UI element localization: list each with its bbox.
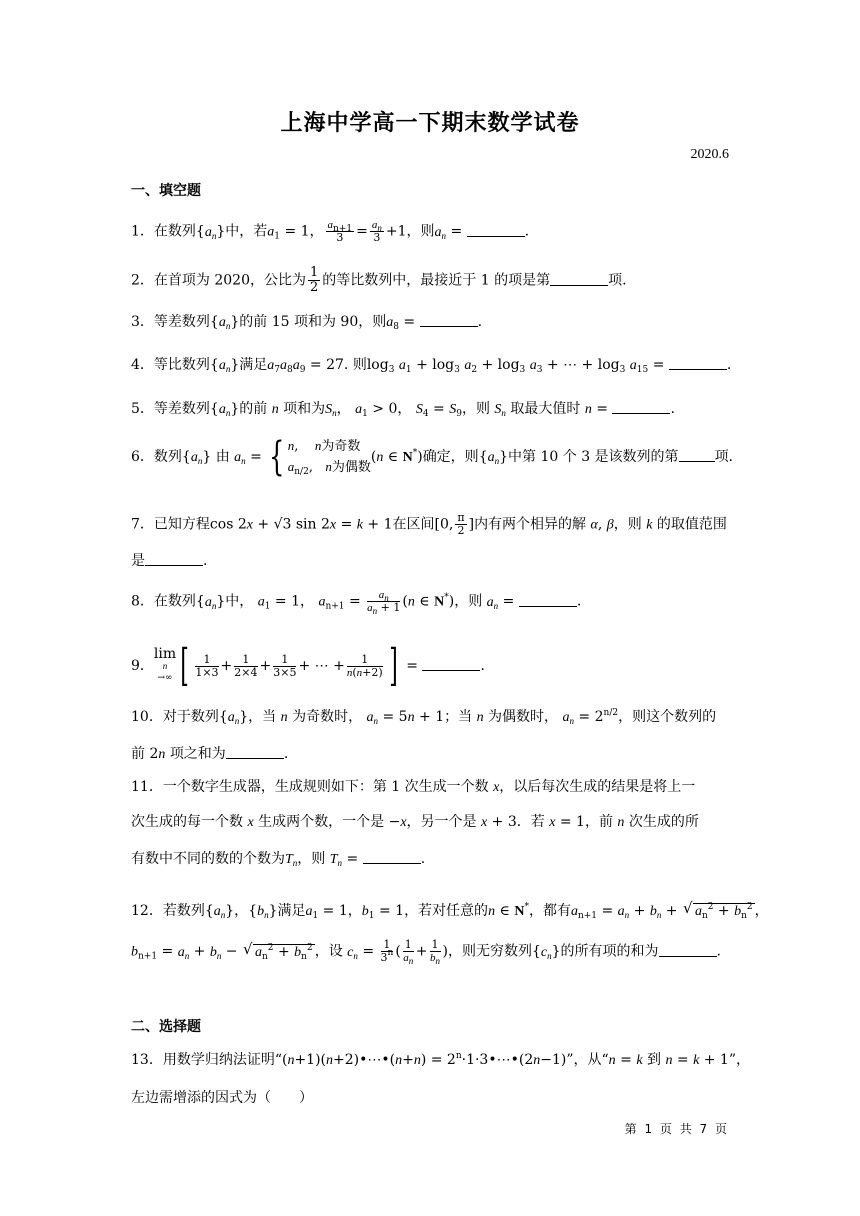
- page-footer: 第 1 页 共 7 页: [624, 1122, 729, 1136]
- question-8: 8．在数列$\{a_n\}$中， $a_1 = 1$， $a_{n+1}$ = $\frac{a_n}{a_n + 1}$ (n ∈ N*)，则 $a_n$ = .: [131, 589, 582, 616]
- question-9: 9． lim n →∞ [ $\frac{1}{1\times 3}$ + $\frac{1}{2\times 4}$ + $\frac{1}{3\times 5}$ + ⋯ + $\frac{1}{n(n+2)}$ ] = .: [131, 640, 485, 691]
- question-3: 3．等差数列$\{a_n\}$的前 15 项和为 90，则$a_8$ = .: [131, 314, 483, 332]
- section-multiple-choice: 二、选择题: [131, 1019, 201, 1035]
- question-11: 11．一个数字生成器，生成规则如下：第 1 次生成一个数 x，以后每次生成的结果是将上一: [131, 779, 696, 795]
- question-13-line-2: 左边需增添的因式为（ ）: [131, 1090, 313, 1106]
- section-fill-in: 一、填空题: [131, 183, 201, 199]
- exam-date: 2020.6: [690, 147, 729, 162]
- question-10: 10．对于数列$\{a_n\}$，当 n 为奇数时， $a_n = 5n + 1$；当 n 为偶数时， $a_n = 2^{n/2}$，则这个数列的: [131, 708, 717, 726]
- question-11-line-3: 有数中不同的数的个数为$T_n$，则 $T_n$ = .: [131, 851, 426, 868]
- question-4: 4．等比数列$\{a_n\}$满足$a_7a_8a_9 = 27$. 则$\log_3 a_1 + \log_3 a_2 + \log_3 a_3$ + ⋯ + $\log_3 a_{15}$ = .: [131, 357, 732, 375]
- question-6: 6．数列$\{a_n\}$ 由 $a_n$ = { n, n为奇数 $a_{n/2}$, n为偶数(n ∈ N*)确定，则$\{a_n\}$中第 10 个 3 是该数列的第 项.: [131, 434, 734, 480]
- question-5: 5．等差数列$\{a_n\}$的前 n 项和为$S_n$， $a_1 > 0$， $S_4 = S_9$，则 $S_n$ 取最大值时 n = .: [131, 401, 675, 419]
- question-11-line-2: 次生成的每一个数 x 生成两个数，一个是 −x，另一个是 x + 3．若 x = 1，前 n 次生成的所: [131, 814, 699, 830]
- question-2: 2．在首项为 2020，公比为 $\frac{1}{2}$ 的等比数列中，最接近于 1 的项是第 项.: [131, 265, 627, 295]
- question-13: 13．用数学归纳法证明“(n+1)(n+2)•⋯•(n+n) = $2^n\cdot 1\cdot 3•\cdots•(2n-1)$”，从“n = k 到 n = k + 1”，: [131, 1051, 751, 1068]
- question-7-line-2: 是 .: [131, 553, 208, 569]
- question-12-line-2: $b_{n+1} = a_n + b_n$ − √ $a_n^2 + b_n^2$ ，设 $c_n$ = $\frac{1}{3^n}$ ( $\frac{1}{a_n}$ + $\frac{1}{b_n}$ )，则无穷数列$\{c_n\}$的所有项的和为 .: [131, 939, 731, 964]
- question-10-line-2: 前 2n 项之和为 .: [131, 746, 289, 762]
- question-12: 12．若数列$\{a_n\}$，$\{b_n\}$满足$a_1 = 1$，$b_1 = 1$，若对任意的n ∈ N*，都有$a_{n+1} = a_n + b_n$ + √ $a_n^2 + b_n^2$ ，: [131, 903, 731, 919]
- page-title: 上海中学高一下期末数学试卷: [280, 111, 580, 136]
- question-7: 7．已知方程cos 2x + √3 sin 2x = k + 1在区间[0, $\frac{\pi}{2}$ ]内有两个相异的解 α, β，则 k 的取值范围: [131, 511, 727, 537]
- question-1: 1．在数列$\{a_n\}$中，若$a_1 = 1$， $\frac{a_{n+1}}{3}$ = $\frac{a_n}{3}$ +1，则$a_n$ = .: [131, 219, 530, 244]
